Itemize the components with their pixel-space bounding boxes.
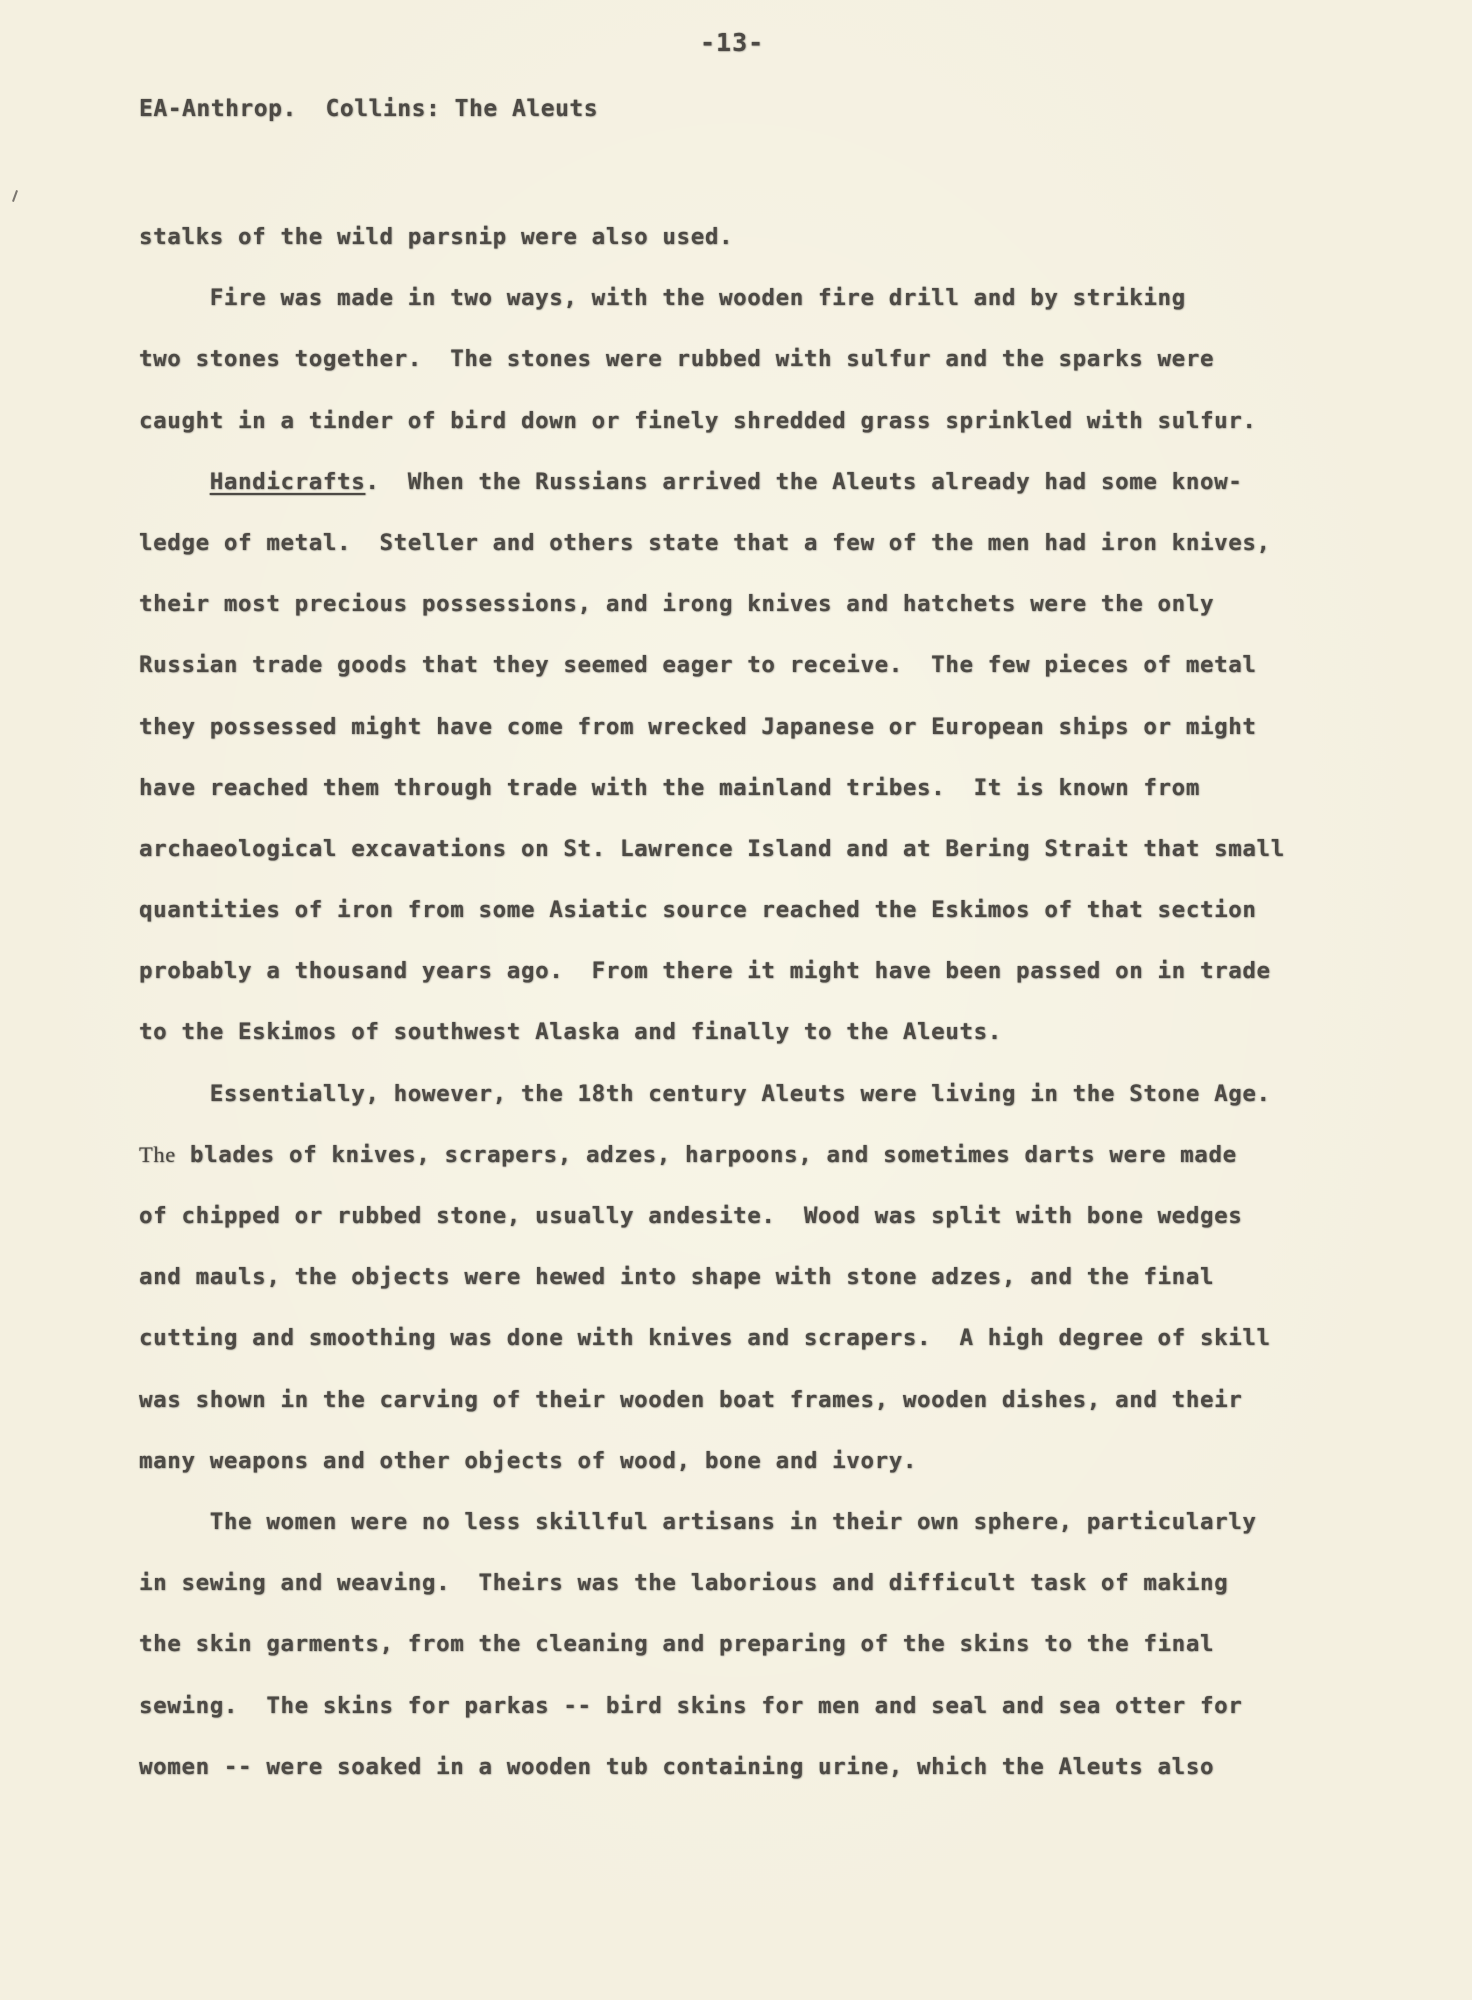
text-line: Russian trade goods that they seemed eager to receive. The few pieces of metal: [139, 652, 1257, 679]
text-line: [139, 1135, 1379, 1196]
section-heading: Handicrafts: [209, 468, 366, 495]
text-line: quantities of iron from some Asiatic source reached the Eskimos of that section: [139, 897, 1257, 924]
text-line: archaeological excavations on St. Lawrence Island and at Bering Strait that small: [139, 835, 1285, 862]
page-number: -13-: [700, 28, 765, 57]
text-line: women -- were soaked in a wooden tub containing urine, which the Aleuts also: [139, 1753, 1215, 1780]
text-line: caught in a tinder of bird down or finely shredded grass sprinkled with sulfur.: [139, 407, 1257, 434]
text-line: to the Eskimos of southwest Alaska and finally to the Aleuts.: [139, 1019, 1002, 1046]
text-line: the skin garments, from the cleaning and preparing of the skins to the final: [139, 1631, 1215, 1658]
text-line: [139, 462, 1379, 523]
text-line: of chipped or rubbed stone, usually andesite. Wood was split with bone wedges: [139, 1203, 1243, 1229]
line-text: . When the Russians arrived the Aleuts already had some know-: [365, 468, 1243, 495]
text-line: have reached them through trade with the mainland tribes. It is known from: [139, 774, 1200, 801]
text-line: Fire was made in two ways, with the wooden fire drill and by striking: [139, 285, 1186, 312]
text-line: and mauls, the objects were hewed into shape with stone adzes, and the final: [139, 1264, 1215, 1291]
indent: [139, 469, 210, 495]
text-line: they possessed might have come from wrecked Japanese or European ships or might: [139, 713, 1257, 740]
text-line: ledge of metal. Steller and others state that a few of the men had iron knives,: [139, 529, 1271, 556]
text-line: two stones together. The stones were rubbed with sulfur and the sparks were: [139, 346, 1215, 373]
text-line: The women were no less skillful artisans in their own sphere, particularly: [139, 1508, 1257, 1535]
text-line: many weapons and other objects of wood, bone and ivory.: [139, 1447, 918, 1474]
body-text: [139, 217, 1379, 1808]
running-head: EA-Anthrop. Collins: The Aleuts: [139, 96, 599, 122]
text-line: in sewing and weaving. Theirs was the laborious and difficult task of making: [139, 1570, 1229, 1597]
text-line: their most precious possessions, and irong knives and hatchets were the only: [139, 591, 1215, 618]
text-line: stalks of the wild parsnip were also used.: [139, 224, 734, 250]
text-line: cutting and smoothing was done with knives and scrapers. A high degree of skill: [139, 1325, 1271, 1352]
text-line: probably a thousand years ago. From there it might have been passed on in trade: [139, 958, 1271, 985]
line-text: blades of knives, scrapers, adzes, harpoons, and sometimes darts were made: [175, 1141, 1237, 1168]
handwritten-correction: The: [139, 1141, 176, 1167]
margin-mark: [12, 190, 18, 202]
text-line: was shown in the carving of their wooden boat frames, wooden dishes, and their: [139, 1386, 1243, 1413]
text-line: Essentially, however, the 18th century Aleuts were living in the Stone Age.: [139, 1080, 1271, 1107]
text-line: sewing. The skins for parkas -- bird skins for men and seal and sea otter for: [139, 1692, 1243, 1719]
